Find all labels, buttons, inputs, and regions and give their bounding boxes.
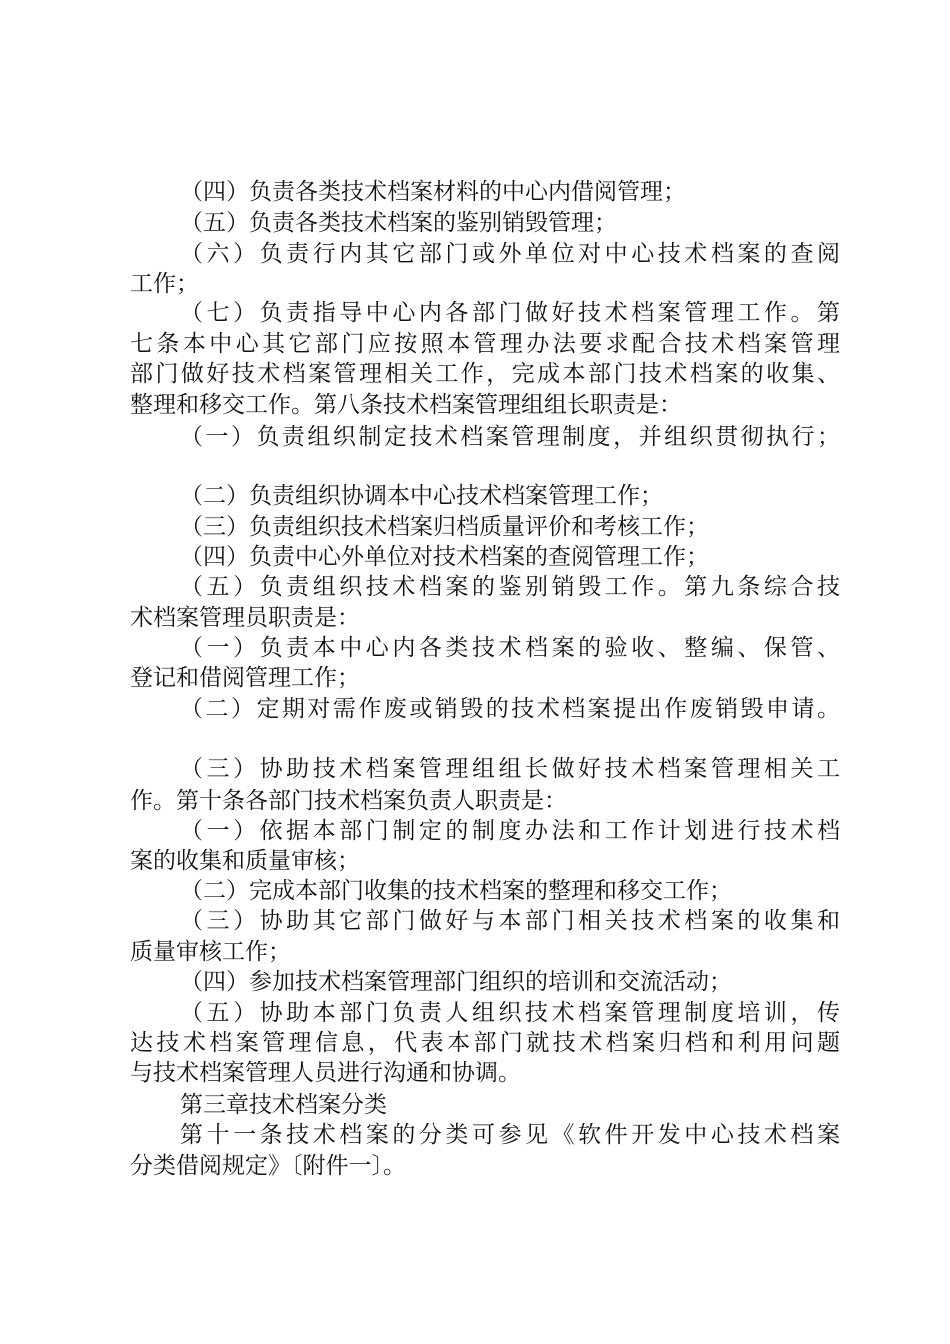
text-line: 作。第十条各部门技术档案负责人职责是： xyxy=(130,788,567,814)
text-line: （四）参加技术档案管理部门组织的培训和交流活动； xyxy=(180,969,732,995)
text-line: （三）负责组织技术档案归档质量评价和考核工作； xyxy=(180,514,709,540)
text-line: （一）负责组织制定技术档案管理制度，并组织贯彻执行； xyxy=(180,424,840,450)
chapter-heading: 第三章技术档案分类 xyxy=(180,1092,387,1118)
text-line: （一）依据本部门制定的制度办法和工作计划进行技术档 xyxy=(180,818,840,844)
text-line: （六）负责行内其它部门或外单位对中心技术档案的查阅 xyxy=(180,241,840,267)
text-line: （五）协助本部门负责人组织技术档案管理制度培训，传 xyxy=(180,1000,840,1026)
text-line: （七）负责指导中心内各部门做好技术档案管理工作。第 xyxy=(180,300,840,326)
text-line: 七条本中心其它部门应按照本管理办法要求配合技术档案管理 xyxy=(130,331,840,357)
text-line: （二）定期对需作废或销毁的技术档案提出作废销毁申请。 xyxy=(180,696,840,722)
text-line: 与技术档案管理人员进行沟通和协调。 xyxy=(130,1060,521,1086)
text-line: 分类借阅规定》〔附件一〕。 xyxy=(130,1153,406,1179)
text-line: 登记和借阅管理工作； xyxy=(130,665,360,691)
text-line: （四）负责中心外单位对技术档案的查阅管理工作； xyxy=(180,544,709,570)
text-line: （一）负责本中心内各类技术档案的验收、整编、保管、 xyxy=(180,635,840,661)
text-line: （五）负责组织技术档案的鉴别销毁工作。第九条综合技 xyxy=(180,574,840,600)
text-line: 第十一条技术档案的分类可参见《软件开发中心技术档案 xyxy=(180,1122,840,1148)
text-line: 案的收集和质量审核； xyxy=(130,848,360,874)
text-line: （三）协助其它部门做好与本部门相关技术档案的收集和 xyxy=(180,908,840,934)
text-line: 质量审核工作； xyxy=(130,939,291,965)
text-line: 达技术档案管理信息，代表本部门就技术档案归档和利用问题 xyxy=(130,1030,840,1056)
text-line: 整理和移交工作。第八条技术档案管理组组长职责是： xyxy=(130,392,682,418)
text-line: （二）负责组织协调本中心技术档案管理工作； xyxy=(180,483,663,509)
text-line: 术档案管理员职责是： xyxy=(130,605,360,631)
text-line: （五）负责各类技术档案的鉴别销毁管理； xyxy=(180,210,617,236)
text-line: （三）协助技术档案管理组组长做好技术档案管理相关工 xyxy=(180,756,840,782)
text-line: （二）完成本部门收集的技术档案的整理和移交工作； xyxy=(180,878,732,904)
text-line: 工作； xyxy=(130,271,199,297)
text-line: 部门做好技术档案管理相关工作，完成本部门技术档案的收集、 xyxy=(130,361,840,387)
text-line: （四）负责各类技术档案材料的中心内借阅管理； xyxy=(180,179,686,205)
